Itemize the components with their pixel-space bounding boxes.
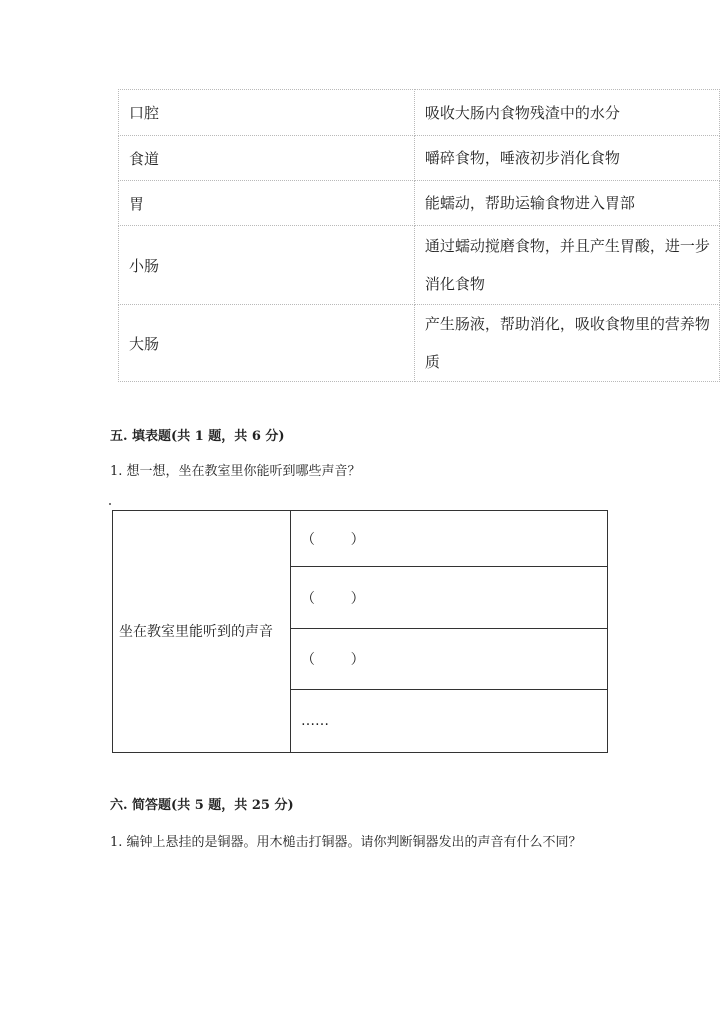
section-6-question: 1. 编钟上悬挂的是铜器。用木槌击打铜器。请你判断铜器发出的声音有什么不同？: [110, 835, 582, 850]
table-row: [119, 136, 720, 181]
answer-blank[interactable]: （ ）: [291, 511, 608, 567]
organ-cell: 口腔: [119, 90, 415, 136]
organ-cell: 食道: [119, 136, 415, 181]
table-row: [119, 90, 720, 136]
table-row: [119, 226, 720, 305]
sound-label-cell: 坐在教室里能听到的声音: [113, 511, 291, 753]
section-6-title: 六. 简答题(共 5 题，共 25 分): [110, 798, 294, 813]
organ-cell: 小肠: [119, 226, 415, 305]
matching-table: [118, 89, 720, 382]
organ-cell: 胃: [119, 181, 415, 226]
organ-cell: 大肠: [119, 305, 415, 382]
function-cell: 产生肠液，帮助消化，吸收食物里的营养物质: [414, 305, 719, 382]
function-cell: 能蠕动，帮助运输食物进入胃部: [414, 181, 719, 226]
answer-blank[interactable]: ……: [291, 690, 608, 753]
section-5-title: 五. 填表题(共 1 题，共 6 分): [110, 429, 285, 444]
function-cell: 嚼碎食物，唾液初步消化食物: [414, 136, 719, 181]
function-cell: 吸收大肠内食物残渣中的水分: [414, 90, 719, 136]
function-cell: 通过蠕动搅磨食物，并且产生胃酸，进一步消化食物: [414, 226, 719, 305]
table-row: [113, 511, 608, 567]
answer-blank[interactable]: （ ）: [291, 567, 608, 629]
fill-table: [112, 510, 608, 753]
table-row: [119, 305, 720, 382]
section-5-question: 1. 想一想，坐在教室里你能听到哪些声音？: [110, 464, 361, 479]
table-row: [119, 181, 720, 226]
divider-mark: [109, 503, 111, 505]
answer-blank[interactable]: （ ）: [291, 629, 608, 690]
